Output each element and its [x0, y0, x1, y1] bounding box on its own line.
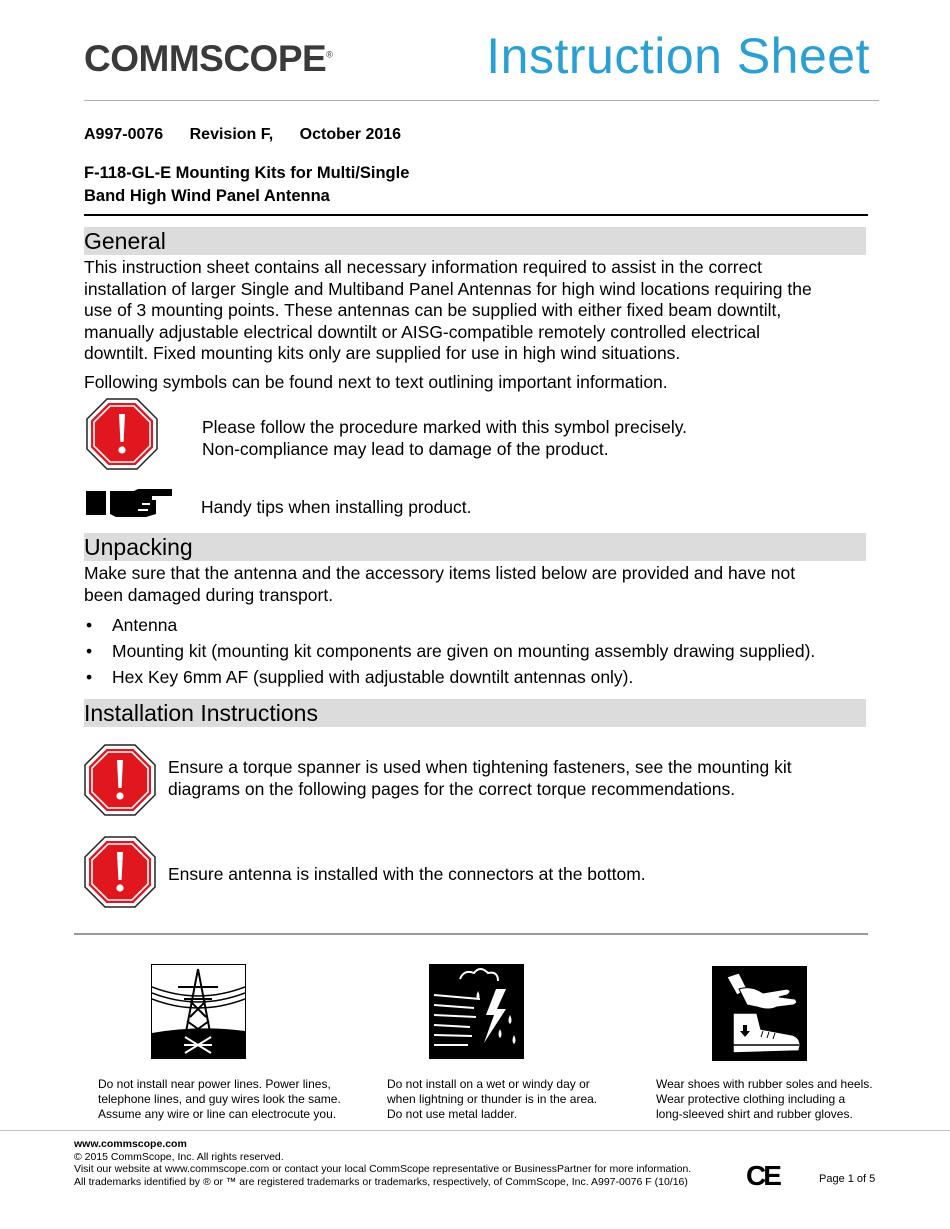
commscope-logo: COMMSCOPE® — [84, 38, 333, 79]
warning-octagon-icon — [86, 398, 158, 470]
power-lines-warning: Do not install near power lines. Power lines, telephone lines, and guy wires look the same. Assume any wire or line can electrocute you. — [98, 1077, 341, 1121]
torque-warning-text: Ensure a torque spanner is used when tightening fasteners, see the mounting kit diagrams on the following pages for the correct torque recommendations. — [168, 757, 792, 799]
list-item: • Mounting kit (mounting kit components are given on mounting assembly drawing supplied). — [86, 641, 816, 661]
tip-symbol-description: Handy tips when installing product. — [201, 497, 472, 517]
title-divider — [84, 214, 868, 216]
footer-trademarks: All trademarks identified by ® or ™ are registered trademarks or trademarks, respectively, of CommScope, Inc. A997-0076 F (10/16) — [74, 1175, 688, 1188]
unpacking-paragraph: Make sure that the antenna and the accessory items listed below are provided and have not been damaged during transport. — [84, 563, 796, 605]
document-info — [84, 126, 423, 144]
list-item: • Antenna — [86, 615, 178, 635]
general-paragraph: This instruction sheet contains all necessary information required to assist in the correct installation of larger Single and Multiband Panel Antennas for high wind locations requiring the use of 3 mounting points. These antennas can be supplied with either fixed beam downtilt, manually adjustable electrical downtilt or AISG-compatible remotely controlled electrical downtilt. Fixed mounting kits only are supplied for use in high wind situations. — [84, 257, 812, 363]
warning-symbol-description: Please follow the procedure marked with this symbol precisely. Non-compliance may lead to damage of the product. — [202, 417, 688, 459]
footer-divider — [0, 1130, 950, 1131]
protective-clothing-warning: Wear shoes with rubber soles and heels. Wear protective clothing including a long-sleeved shirt and rubber gloves. — [656, 1077, 873, 1121]
document-type-title: Instruction Sheet — [486, 28, 870, 84]
weather-warning: Do not install on a wet or windy day or when lightning or thunder is in the area. Do not use metal ladder. — [387, 1077, 598, 1121]
warning-octagon-icon — [84, 836, 156, 908]
section-heading-unpacking: Unpacking — [84, 533, 866, 561]
storm-icon — [429, 964, 524, 1059]
product-title: F-118-GL-E Mounting Kits for Multi/Single Band High Wind Panel Antenna — [84, 164, 410, 205]
accessory-list — [84, 615, 874, 693]
document-revision: Revision F, — [189, 126, 274, 143]
footer-legal — [74, 1138, 734, 1188]
power-lines-icon — [151, 964, 246, 1059]
footer-copyright: © 2015 CommScope, Inc. All rights reserved. — [74, 1150, 284, 1163]
header-divider — [84, 100, 879, 101]
document-number: A997-0076 — [84, 126, 164, 143]
pointing-hand-icon — [86, 487, 174, 519]
section-heading-general: General — [84, 227, 866, 255]
protective-gear-icon — [712, 966, 807, 1061]
document-date: October 2016 — [299, 126, 402, 143]
list-item: • Hex Key 6mm AF (supplied with adjustable downtilt antennas only). — [86, 667, 634, 687]
symbols-intro: Following symbols can be found next to text outlining important information. — [84, 372, 668, 392]
page-number: Page 1 of 5 — [819, 1173, 876, 1185]
connector-warning-text: Ensure antenna is installed with the connectors at the bottom. — [168, 864, 646, 884]
footer-visit: Visit our website at www.commscope.com or contact your local CommScope representative or BusinessPartner for more information. — [74, 1163, 692, 1176]
safety-divider — [74, 933, 868, 935]
footer-url: www.commscope.com — [74, 1138, 187, 1150]
ce-mark-icon: CE — [746, 1160, 779, 1191]
warning-octagon-icon — [84, 744, 156, 816]
section-heading-installation: Installation Instructions — [84, 699, 866, 727]
